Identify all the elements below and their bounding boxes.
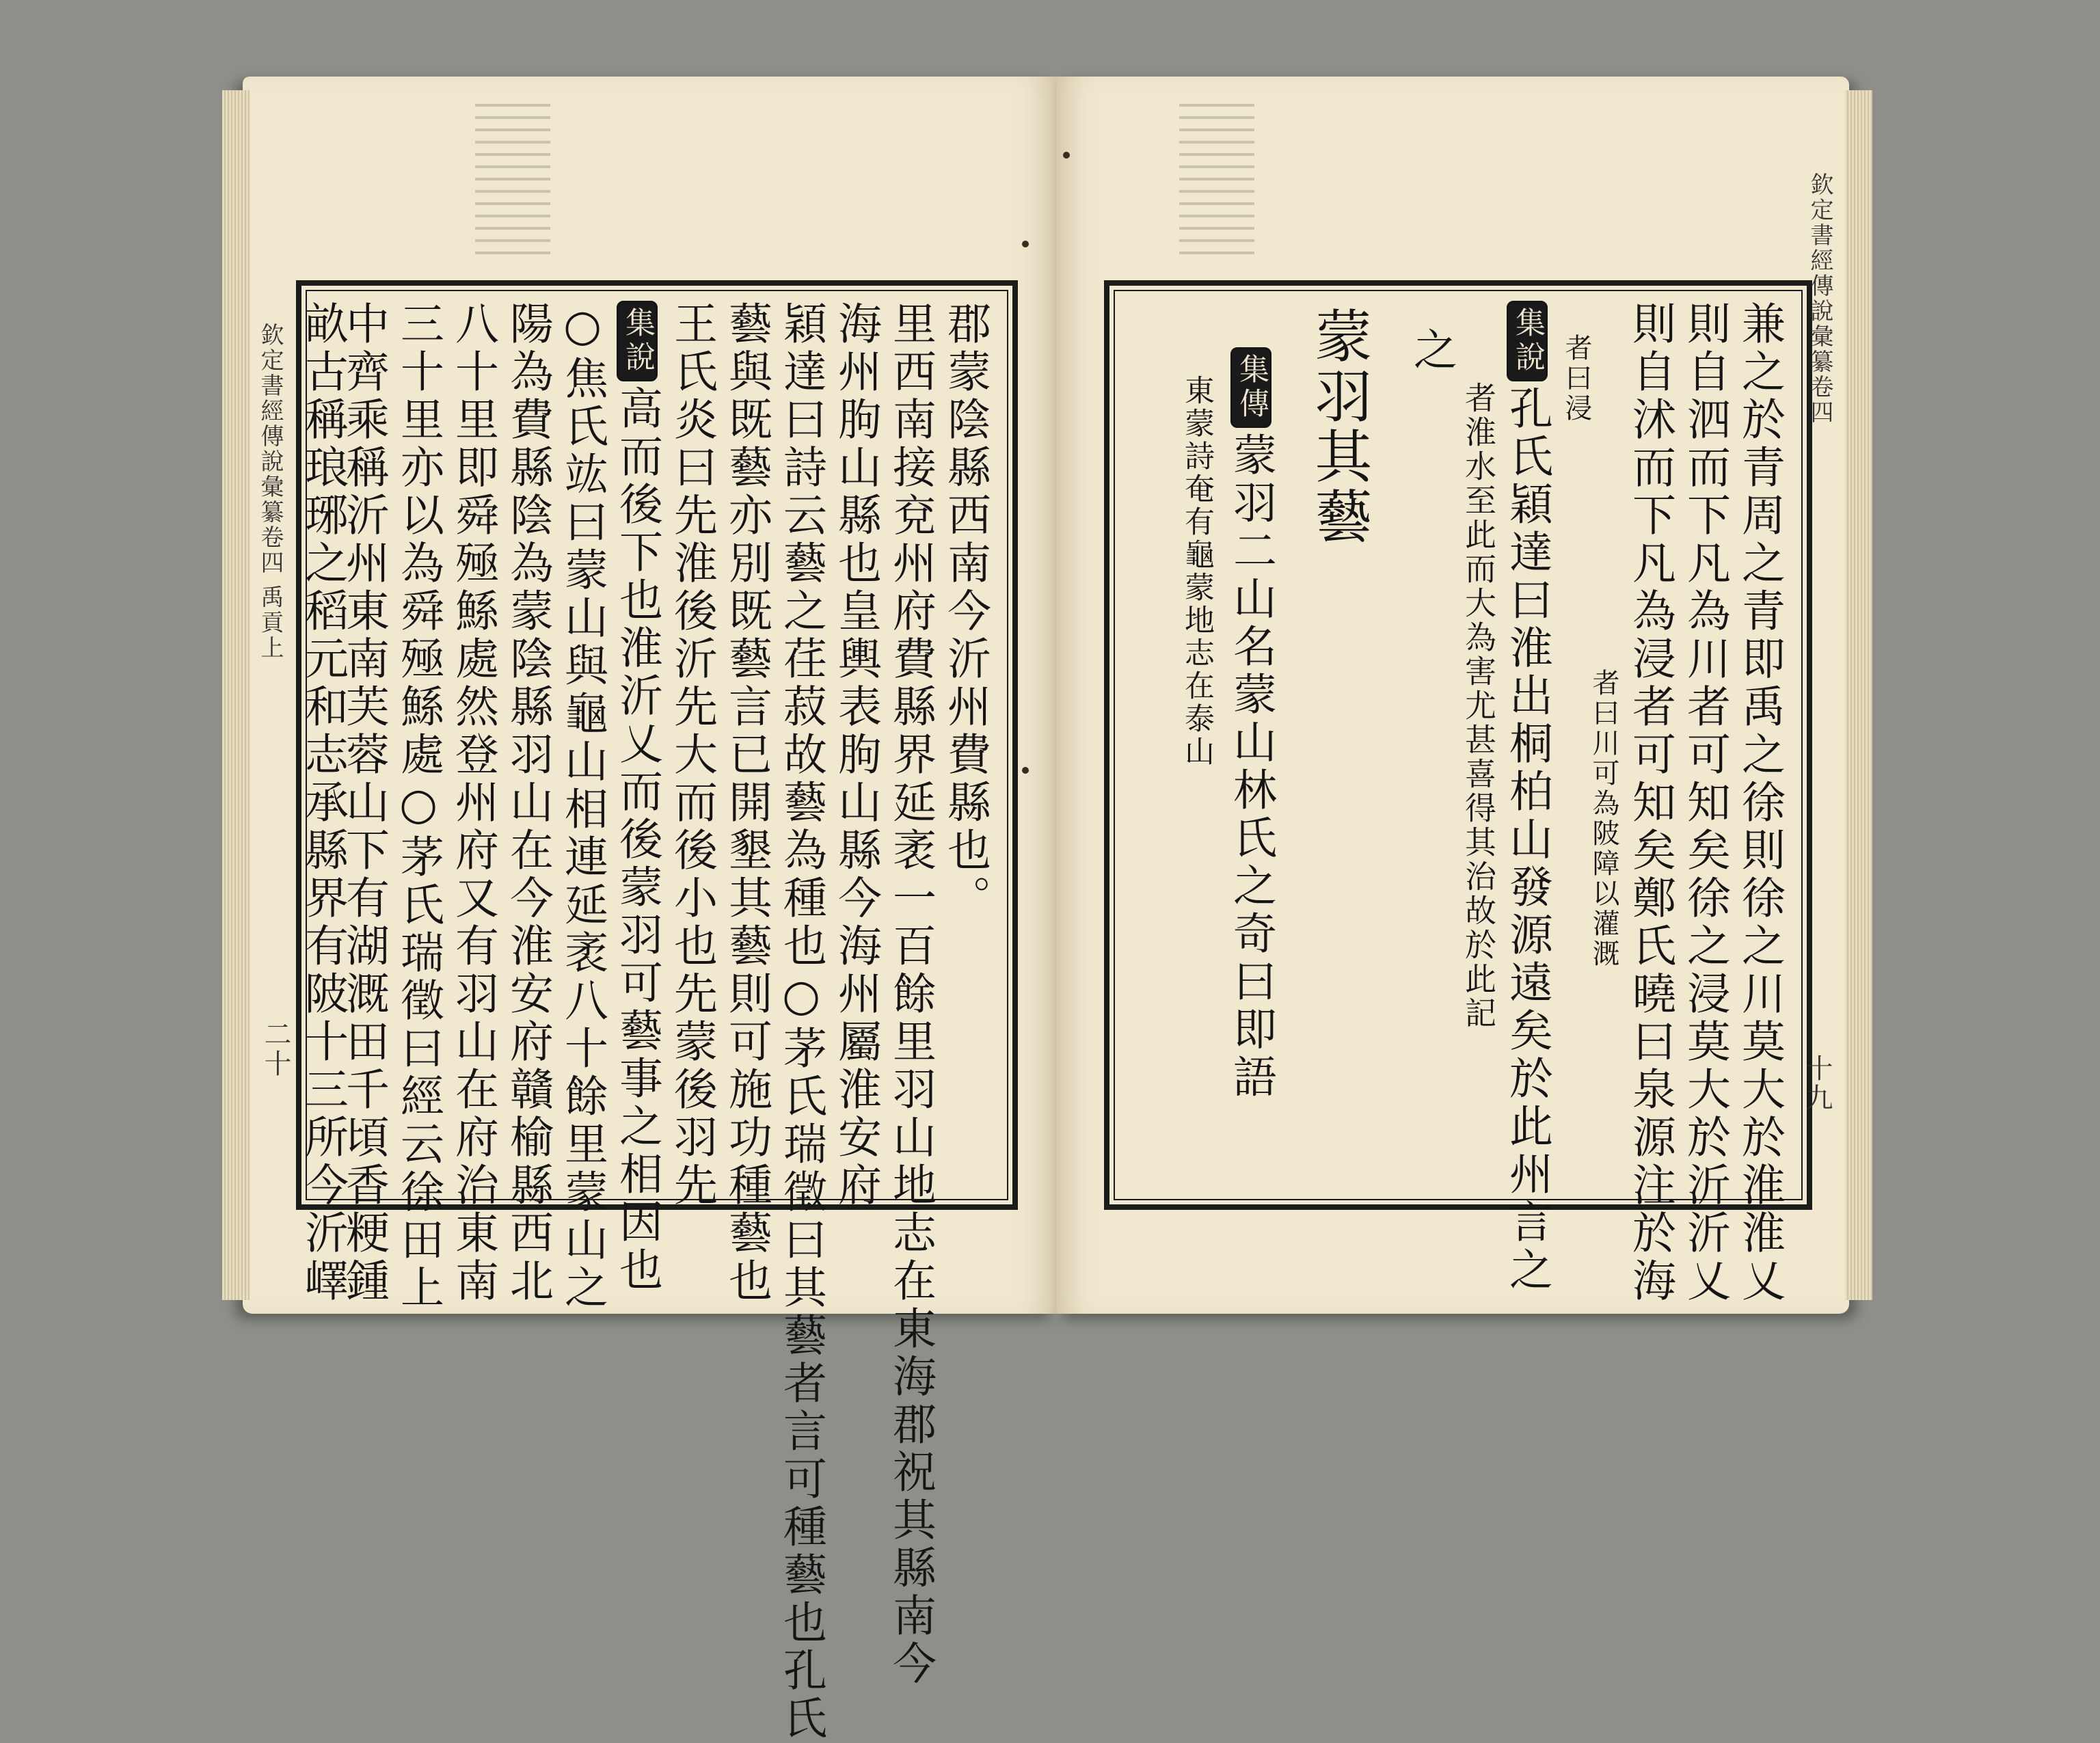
tag-jishuo-right: 集說: [1507, 301, 1548, 381]
left-page-number: 二十: [260, 1020, 291, 1079]
right-text-frame: [1104, 280, 1812, 1306]
binding-hole: [1022, 767, 1029, 774]
left-col-12: 中齊乘稱沂州東南芙蓉山下有湖溉田千頃香粳鍾: [338, 301, 389, 1306]
right-page-edge: [1845, 90, 1872, 1300]
right-page-number: 十九: [1801, 1054, 1833, 1113]
left-col-7: 集說高而後下也淮沂乂而後蒙羽可藝事之相因也: [614, 301, 660, 1295]
right-col-7: 者淮水至此而大為害尤甚喜得其治故於此記: [1460, 381, 1497, 1031]
right-col-1: 兼之於青周之青即禹之徐則徐之川莫大於淮淮乂: [1734, 301, 1785, 1306]
left-page: [243, 77, 1056, 1743]
left-col-3: 海州朐山縣也皇輿表朐山縣今海州屬淮安府: [831, 301, 881, 1210]
left-col-5: 藝與既藝亦別既藝言已開墾其藝則可施功種藝也: [721, 301, 772, 1306]
left-col-1: 郡蒙陰縣西南今沂州費縣也。: [940, 301, 991, 923]
right-col-3: 則自沭而下凡為浸者可知矣鄭氏曉曰泉源注於海: [1625, 301, 1675, 1306]
left-margin-title: 欽定書經傳說彙纂卷四 禹貢上: [256, 323, 284, 661]
left-text-frame: [296, 280, 1018, 1743]
right-col-10: 集傳蒙羽二山名蒙山林氏之奇曰即語: [1228, 347, 1274, 1102]
right-col-8: 之: [1406, 327, 1457, 375]
left-col-6: 王氏炎曰先淮後沂先大而後小也先蒙後羽先: [667, 301, 717, 1210]
tag-jizhuan: 集傳: [1230, 347, 1271, 428]
right-col-4-note: 者曰川可為陂障以灌溉: [1588, 668, 1619, 969]
binding-hole: [1022, 241, 1029, 247]
left-col-9: 陽為費縣陰為蒙陰縣羽山在今淮安府贛榆縣西北: [502, 301, 553, 1306]
left-col-8: ○焦氏竑曰蒙山與龜山相連延袤八十餘里蒙山之: [557, 301, 608, 1312]
right-heading-title: 蒙羽其藝: [1306, 306, 1373, 547]
right-page: [1056, 77, 1849, 1314]
right-col-6: 集說孔氏穎達曰淮出桐柏山發源遠矣於此州言之: [1504, 301, 1550, 1295]
left-col-11: 三十里亦以為舜殛鯀處○茅氏瑞徵曰經云徐田上: [393, 301, 444, 1312]
left-page-edge: [222, 90, 250, 1300]
left-col-13: 畝古稱琅琊之稻元和志承縣界有陂十三所今沂嶧: [297, 301, 348, 1306]
left-col-2: 里西南接兗州府費縣界延袤一百餘里羽山地志在東海郡祝其縣南今: [885, 301, 936, 1688]
left-col-4: 穎達曰詩云藝之荏菽故藝為種也○茅氏瑞徵曰其藝者言可種藝也孔氏: [776, 301, 826, 1743]
bleed-through: [1179, 104, 1254, 254]
tag-jishuo: 集說: [617, 301, 658, 381]
right-col-5-note: 者曰浸: [1561, 334, 1592, 424]
open-book: [243, 77, 1856, 1743]
right-col-2: 則自泗而下凡為川者可知矣徐之浸莫大於沂沂乂: [1680, 301, 1730, 1306]
left-col-10: 八十里即舜殛鯀處然登州府又有羽山在府治東南: [448, 301, 498, 1306]
right-col-11: 東蒙詩奄有龜蒙地志在泰山: [1179, 375, 1214, 768]
binding-hole: [1063, 152, 1070, 159]
right-margin-title: 欽定書經傳說彙纂卷四: [1806, 172, 1833, 425]
bleed-through: [475, 104, 550, 254]
